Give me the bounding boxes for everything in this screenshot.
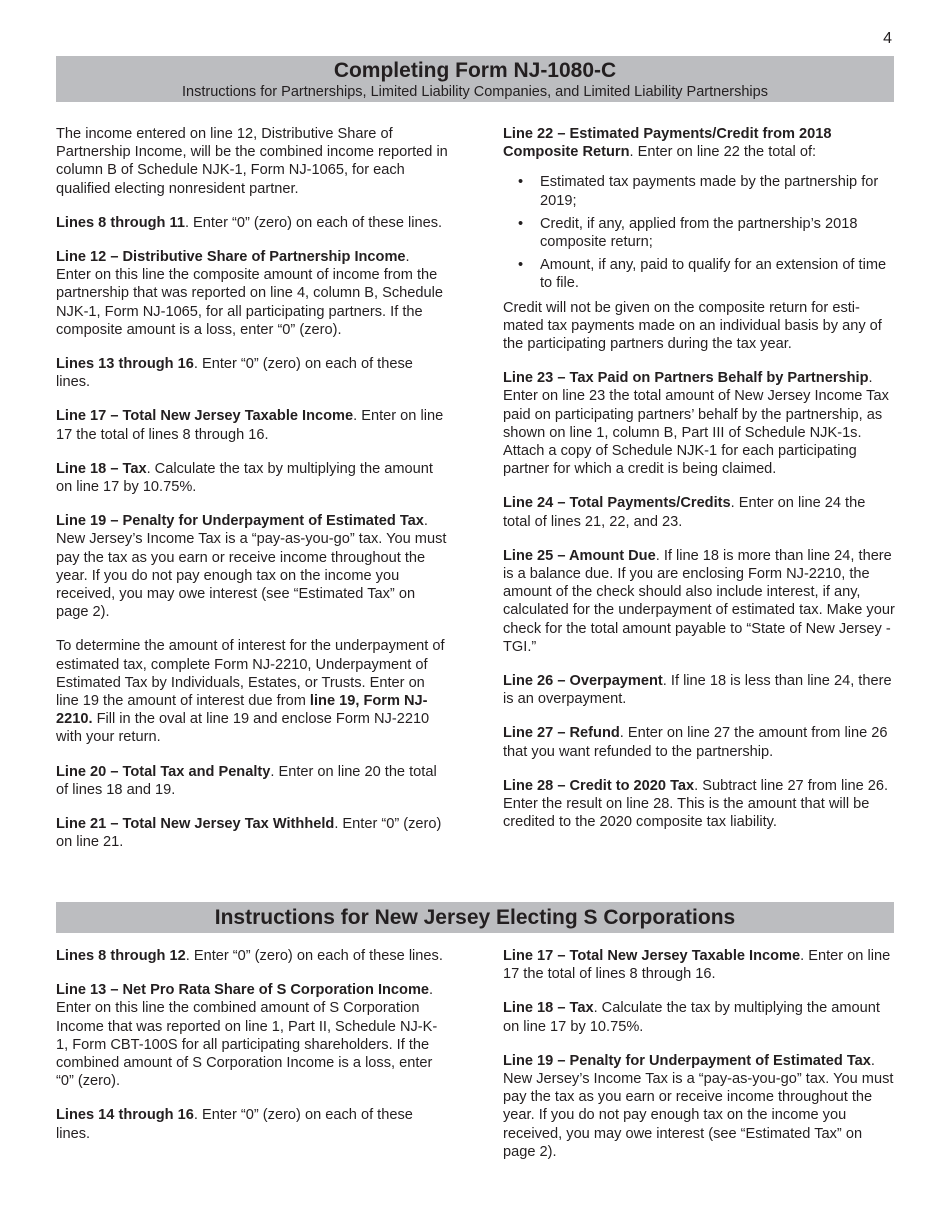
paragraph-body: . Enter “0” (zero) on line 21. bbox=[56, 816, 442, 851]
list-item: • Amount, if any, paid to qualify for an extension of time to file. bbox=[503, 256, 895, 292]
paragraph-heading: Line 17 – Total New Jersey Taxable Income bbox=[503, 948, 801, 964]
paragraph-body: . Calculate the tax by multiplying the amount on line 17 by 10.75%. bbox=[56, 460, 433, 496]
paragraph-body: . New Jersey’s Income Tax is a “pay-as-you-go” tax. You must pay the tax as you earn or receive income throughout the year. If you do not pay enough tax on the income you received, you may owe interest (see “Estimated Tax” on page 2). bbox=[503, 1052, 894, 1160]
paragraph-line-20 bbox=[56, 763, 448, 799]
paragraph-lines-8-11 bbox=[56, 214, 448, 232]
paragraph-credit-note: Credit will not be given on the composite return for estimated tax payments made on an individual basis by any of the participating partners during the tax year. bbox=[503, 299, 882, 353]
paragraph-line-25 bbox=[503, 547, 895, 656]
paragraph-body: To determine the amount of interest for the underpayment of estimated tax, complete Form NJ-2210, Underpayment of Estimated Tax by Individuals, Estates, or Trusts. Enter on line 19 the amount of interest due from bbox=[56, 638, 445, 710]
paragraph-heading: Line 21 – Total New Jersey Tax Withheld bbox=[56, 816, 335, 833]
paragraph-heading: Line 25 – Amount Due bbox=[503, 547, 656, 564]
paragraph-heading: Line 18 – Tax bbox=[503, 1000, 594, 1017]
partnership-right-column bbox=[503, 125, 895, 848]
paragraph-line-12 bbox=[56, 248, 448, 339]
paragraph-heading: Lines 13 through 16 bbox=[56, 356, 194, 373]
section-banner-s-corporations bbox=[56, 902, 894, 933]
list-item: • Credit, if any, applied from the partnership’s 2018 composite return; bbox=[503, 215, 895, 251]
paragraph-heading: Line 19 – Penalty for Underpayment of Estimated Tax bbox=[503, 1052, 871, 1069]
paragraph-heading: Line 24 – Total Payments/Credits bbox=[503, 495, 731, 512]
list-item: • Estimated tax payments made by the partnership for 2019; bbox=[503, 173, 895, 209]
paragraph-body: . Enter on this line the combined amount of S Corporation Income that was reported on line 1, Part II, Schedule NJ-K-1, Form CBT-100S for all participating shareholders. If the combined amount of S Corporation Income is a loss, enter “0” (zero). bbox=[56, 982, 438, 1090]
paragraph-heading: Line 23 – Tax Paid on Partners Behalf by Partnership bbox=[503, 370, 869, 387]
paragraph-line-19 bbox=[56, 512, 448, 621]
s-corp-left-column bbox=[56, 947, 448, 1159]
section-subtitle: Instructions for Partnerships, Limited Liability Companies, and Limited Liability Partnerships bbox=[182, 84, 768, 100]
paragraph-body: . Enter “0” (zero) on each of these lines. bbox=[185, 948, 443, 964]
paragraph-heading: Line 18 – Tax bbox=[56, 460, 147, 477]
paragraph-body: . Enter on line 23 the total amount of New Jersey Income Tax paid on participating partners’ behalf by the partnership, as shown on line 1, column B, Part III of Schedule NJK-1s. Attach a copy of Schedule NJK-1 for each participating partner for which a credit is being claimed. bbox=[503, 370, 889, 478]
bullet-list bbox=[503, 173, 895, 292]
paragraph-emphasis: line 19, Form NJ-2210. bbox=[56, 693, 428, 728]
paragraph-line-28 bbox=[503, 777, 895, 832]
section-banner-nj-1080-c bbox=[56, 56, 894, 102]
paragraph-heading: Line 19 – Penalty for Underpayment of Estimated Tax bbox=[56, 513, 424, 530]
paragraph-interest bbox=[56, 637, 448, 746]
paragraph-heading: Line 22 – Estimated Payments/Credit from 2018 Composite Return bbox=[503, 126, 832, 161]
section-title: Instructions for New Jersey Electing S Corporations bbox=[214, 906, 736, 929]
paragraph-line-24 bbox=[503, 494, 895, 530]
paragraph-body: . Enter on line 20 the total of lines 18 and 19. bbox=[56, 763, 437, 798]
paragraph-heading: Line 20 – Total Tax and Penalty bbox=[56, 763, 271, 780]
partnership-left-column bbox=[56, 125, 448, 868]
paragraph-body: . Subtract line 27 from line 26. Enter the result on line 28. This is the amount that will be credited to the 2020 composite tax liability. bbox=[503, 777, 889, 831]
paragraph-line-23 bbox=[503, 369, 895, 478]
paragraph-body: . New Jersey’s Income Tax is a “pay-as-you-go” tax. You must pay the tax as you earn or receive income throughout the year. If you do not pay enough tax on the income you received, you may owe interest (see “Estimated Tax” on page 2). bbox=[56, 513, 447, 621]
paragraph-heading: Line 13 – Net Pro Rata Share of S Corporation Income bbox=[56, 982, 430, 999]
paragraph-heading: Line 26 – Overpayment bbox=[503, 673, 663, 690]
paragraph-line-18 bbox=[56, 460, 448, 496]
paragraph-heading: Line 12 – Distributive Share of Partnership Income bbox=[56, 249, 406, 266]
paragraph-body: . Enter on this line the composite amount of income from the partnership that was reported on line 4, column B, Schedule NJK-1, Form NJ-1065, for all participating partners. If the composite amount is a loss, enter “0” (zero). bbox=[56, 249, 443, 338]
s-corp-right-column bbox=[503, 947, 895, 1177]
paragraph-heading: Lines 8 through 12 bbox=[56, 948, 186, 964]
paragraph-body: . If line 18 is less than line 24, there is an overpayment. bbox=[503, 673, 892, 708]
paragraph-line-21 bbox=[56, 815, 448, 851]
paragraph-heading: Line 27 – Refund bbox=[503, 725, 620, 742]
paragraph-heading: Line 17 – Total New Jersey Taxable Income bbox=[56, 408, 354, 425]
paragraph-body: . Enter “0” (zero) on each of these lines. bbox=[56, 1107, 413, 1142]
paragraph-line-13 bbox=[56, 981, 448, 1090]
page-number: 4 bbox=[883, 30, 892, 47]
paragraph-line-17 bbox=[56, 407, 448, 443]
paragraph-heading: Line 28 – Credit to 2020 Tax bbox=[503, 777, 695, 794]
paragraph-body: . Enter on line 24 the total of lines 21, 22, and 23. bbox=[503, 495, 866, 530]
paragraph-line-18 bbox=[503, 999, 895, 1035]
paragraph-body: . Enter on line 22 the total of: bbox=[629, 144, 817, 161]
paragraph-lines-14-16 bbox=[56, 1106, 448, 1142]
paragraph-body: . Enter on line 17 the total of lines 8 through 16. bbox=[503, 948, 891, 983]
intro-paragraph: The income entered on line 12, Distributive Share of Partnership Income, will be the combined income reported in column B of Schedule NJK-1, Form NJ-1065, for each qualified electing nonresident partner. bbox=[56, 126, 448, 197]
paragraph-lines-13-16 bbox=[56, 355, 448, 391]
paragraph-body: . Calculate the tax by multiplying the amount on line 17 by 10.75%. bbox=[503, 1000, 880, 1035]
paragraph-line-17 bbox=[503, 947, 895, 983]
paragraph-heading: Lines 8 through 11 bbox=[56, 214, 185, 231]
paragraph-lines-8-12 bbox=[56, 947, 448, 965]
paragraph-line-22 bbox=[503, 125, 895, 161]
paragraph-body: . If line 18 is more than line 24, there is a balance due. If you are enclosing Form NJ-2210, the amount of the check should also include interest, if any, calculated for the underpayment of estimated tax. Make your check for the total amount payable to “State of New Jersey - TGI.” bbox=[503, 547, 895, 655]
paragraph-line-19 bbox=[503, 1052, 895, 1161]
paragraph-heading: Lines 14 through 16 bbox=[56, 1107, 194, 1124]
paragraph-line-26 bbox=[503, 672, 895, 708]
paragraph-line-27 bbox=[503, 724, 895, 760]
section-title: Completing Form NJ-1080-C bbox=[333, 59, 617, 82]
paragraph-body: . Enter on line 27 the amount from line 26 that you want refunded to the partnership. bbox=[503, 725, 888, 760]
paragraph-body: . Enter “0” (zero) on each of these lines. bbox=[56, 356, 413, 391]
paragraph-body: . Enter “0” (zero) on each of these lines. bbox=[184, 214, 443, 231]
paragraph-body: . Enter on line 17 the total of lines 8 through 16. bbox=[56, 408, 444, 443]
paragraph-body: Fill in the oval at line 19 and enclose Form NJ-2210 with your return. bbox=[56, 711, 430, 746]
